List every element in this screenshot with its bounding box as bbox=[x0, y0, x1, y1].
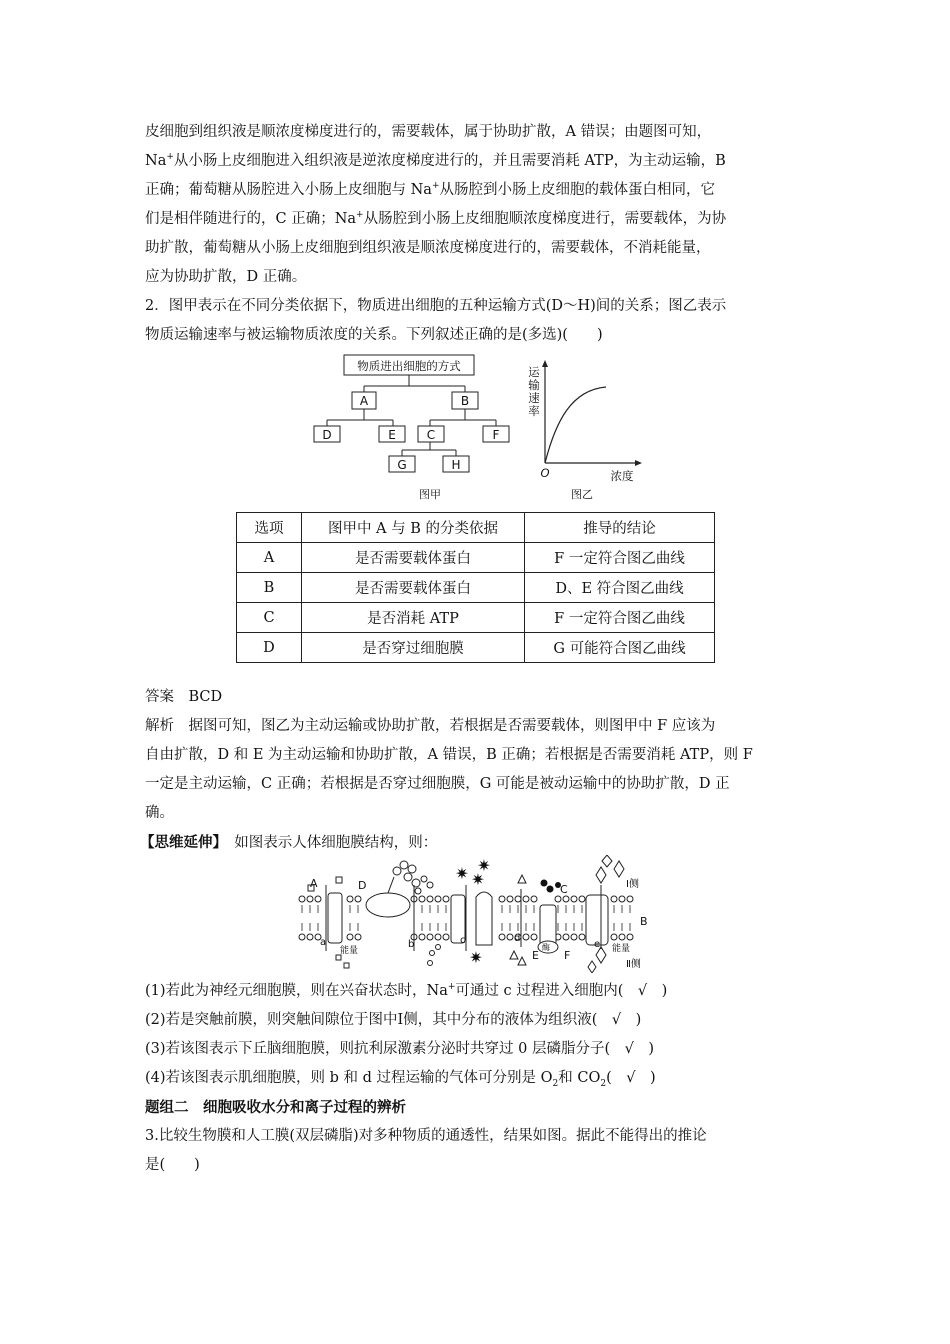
phospholipid-head bbox=[571, 896, 577, 902]
list-item: (2)若是突触前膜，则突触间隙位于图中Ⅰ侧，其中分布的液体为组织液( √ ) bbox=[145, 1012, 642, 1028]
question-2 bbox=[145, 292, 810, 350]
figure-jia-caption: 图甲 bbox=[419, 488, 441, 501]
table-cell: D bbox=[237, 633, 302, 663]
ylabel-char: 速 bbox=[528, 391, 540, 405]
sun-molecule-icon: ✷ bbox=[469, 948, 483, 967]
text-line: 2．图甲表示在不同分类依据下，物质进出细胞的五种运输方式(D～H)间的关系；图乙表示 bbox=[145, 298, 727, 314]
extension-heading bbox=[140, 828, 805, 857]
table-cell: F 一定符合图乙曲线 bbox=[525, 543, 715, 573]
text-line: 自由扩散，D 和 E 为主动运输和协助扩散，A 错误，B 正确；若根据是否需要消耗 ATP，则 F bbox=[145, 747, 753, 763]
phospholipid-head bbox=[307, 934, 313, 940]
phospholipid-head bbox=[515, 896, 521, 902]
figure-jia-yi bbox=[300, 350, 660, 505]
table-row bbox=[237, 633, 715, 663]
phospholipid-head bbox=[419, 896, 425, 902]
phospholipid-head bbox=[355, 896, 361, 902]
phospholipid-head bbox=[611, 896, 617, 902]
question-3 bbox=[145, 1122, 810, 1180]
label-c: c bbox=[460, 935, 466, 946]
text-line: 解析 据图可知，图乙为主动运输或协助扩散，若根据是否需要载体，则图甲中 F 应该为 bbox=[145, 718, 716, 734]
saturation-curve bbox=[545, 387, 606, 463]
sun-molecule-icon: ✷ bbox=[455, 864, 469, 883]
extension-title: 【思维延伸】 bbox=[140, 834, 220, 851]
phospholipid-head bbox=[307, 896, 313, 902]
table-row bbox=[237, 573, 715, 603]
text-line: 们是相伴随进行的，C 正确；Na+从肠腔到小肠上皮细胞顺浓度梯度进行，需要载体，为协 bbox=[145, 210, 727, 227]
phospholipid-head bbox=[499, 934, 505, 940]
phospholipid-head bbox=[523, 934, 529, 940]
phospholipid-head bbox=[507, 896, 513, 902]
phospholipid-head bbox=[555, 896, 561, 902]
origin-label: O bbox=[540, 466, 550, 480]
phospholipid-head bbox=[627, 896, 633, 902]
table-cell: G 可能符合图乙曲线 bbox=[525, 633, 715, 663]
table-cell: D、E 符合图乙曲线 bbox=[525, 573, 715, 603]
text-line: 皮细胞到组织液是顺浓度梯度进行的，需要载体，属于协助扩散，A 错误；由题图可知， bbox=[145, 124, 712, 140]
text-line: Na+从小肠上皮细胞进入组织液是逆浓度梯度进行的，并且需要消耗 ATP，为主动运输，B bbox=[145, 152, 726, 169]
channel-protein-c bbox=[476, 892, 492, 945]
phospholipid-head bbox=[499, 896, 505, 902]
phospholipid-head bbox=[299, 934, 305, 940]
sun-molecule-icon: ✷ bbox=[471, 870, 485, 889]
phospholipid-head bbox=[443, 934, 449, 940]
phospholipid-head bbox=[523, 896, 529, 902]
label-d: d bbox=[514, 933, 521, 944]
ylabel-char: 运 bbox=[528, 365, 540, 379]
table-header-cell: 选项 bbox=[237, 513, 302, 543]
table-cell: B bbox=[237, 573, 302, 603]
table-cell: 是否需要载体蛋白 bbox=[302, 573, 525, 603]
phospholipid-head bbox=[619, 934, 625, 940]
carrier-protein-e bbox=[586, 895, 608, 945]
phospholipid-head bbox=[579, 934, 585, 940]
label-B: B bbox=[640, 915, 648, 928]
channel-protein-a bbox=[328, 893, 342, 943]
glycoprotein-d-body bbox=[366, 893, 410, 917]
text-line: 是( ) bbox=[145, 1157, 200, 1173]
list-item: (4)若该图表示肌细胞膜，则 b 和 d 过程运输的气体可分别是 $O_2$和 $CO_2$( √ ) bbox=[145, 1070, 656, 1089]
table-cell: F 一定符合图乙曲线 bbox=[525, 603, 715, 633]
table-header-cell: 推导的结论 bbox=[525, 513, 715, 543]
text-line: 物质运输速率与被运输物质浓度的关系。下列叙述正确的是(多选)( ) bbox=[145, 327, 603, 343]
table-row bbox=[237, 543, 715, 573]
text-line: 一定是主动运输，C 正确；若根据是否穿过细胞膜，G 可能是被动运输中的协助扩散，D 正 bbox=[145, 776, 730, 792]
label-side-2: Ⅱ侧 bbox=[626, 959, 641, 970]
text-line: 确。 bbox=[145, 805, 174, 821]
label-C: C bbox=[560, 883, 568, 896]
answer-analysis bbox=[145, 683, 810, 828]
table-cell: 是否消耗 ATP bbox=[302, 603, 525, 633]
label-D: D bbox=[358, 879, 367, 892]
tree-node-e: E bbox=[388, 428, 396, 442]
extension-text: 如图表示人体细胞膜结构，则： bbox=[234, 835, 438, 851]
phospholipid-head bbox=[531, 934, 537, 940]
phospholipid-head bbox=[435, 896, 441, 902]
text-line: 助扩散，葡萄糖从小肠上皮细胞到组织液是顺浓度梯度进行的，需要载体，不消耗能量， bbox=[145, 240, 711, 256]
label-b: b bbox=[408, 939, 415, 950]
label-energy: 能量 bbox=[612, 944, 631, 954]
tree-node-c: C bbox=[426, 428, 436, 442]
tree-node-a: A bbox=[359, 394, 369, 408]
figure-yi-caption: 图乙 bbox=[571, 488, 593, 501]
label-enzyme: 酶 bbox=[542, 943, 550, 952]
phospholipid-head bbox=[299, 896, 305, 902]
phospholipid-head bbox=[355, 934, 361, 940]
phospholipid-head bbox=[443, 896, 449, 902]
tree-node-b: B bbox=[460, 394, 470, 408]
group-2-heading bbox=[145, 1093, 810, 1122]
phospholipid-head bbox=[347, 934, 353, 940]
table-header-row bbox=[237, 513, 715, 543]
text-line: 3.比较生物膜和人工膜(双层磷脂)对多种物质的通透性，结果如图。据此不能得出的推论 bbox=[145, 1128, 707, 1144]
extension-items bbox=[145, 977, 810, 1093]
options-table bbox=[236, 512, 715, 663]
list-item: (1)若此为神经元细胞膜，则在兴奋状态时，Na+可通过 c 过程进入细胞内( √ ) bbox=[145, 982, 668, 999]
phospholipid-head bbox=[571, 934, 577, 940]
phospholipid-head bbox=[435, 934, 441, 940]
table-cell: 是否需要载体蛋白 bbox=[302, 543, 525, 573]
table-cell: C bbox=[237, 603, 302, 633]
label-a: a bbox=[320, 937, 327, 948]
list-item: (3)若该图表示下丘脑细胞膜，则抗利尿激素分泌时共穿过 0 层磷脂分子( √ ) bbox=[145, 1041, 655, 1057]
text-line: 正确；葡萄糖从肠腔进入小肠上皮细胞与 Na+从肠腔到小肠上皮细胞的载体蛋白相同，它 bbox=[145, 181, 715, 198]
phospholipid-head bbox=[563, 896, 569, 902]
phospholipid-head bbox=[627, 934, 633, 940]
phospholipid-head bbox=[427, 896, 433, 902]
phospholipid-head bbox=[315, 896, 321, 902]
table-row bbox=[237, 603, 715, 633]
answer-line: 答案 BCD bbox=[145, 689, 223, 705]
tree-node-f: F bbox=[492, 428, 500, 442]
sun-molecule-icon: ✷ bbox=[477, 856, 491, 875]
phospholipid-head bbox=[507, 934, 513, 940]
figure-yi-graph bbox=[542, 360, 642, 466]
label-e: e bbox=[594, 939, 601, 950]
phospholipid-head bbox=[579, 896, 585, 902]
label-E: E bbox=[532, 949, 539, 962]
phospholipid-head bbox=[427, 934, 433, 940]
tree-node-d: D bbox=[322, 428, 332, 442]
tree-node-h: H bbox=[451, 458, 461, 472]
table-cell: A bbox=[237, 543, 302, 573]
label-F: F bbox=[564, 949, 571, 962]
table-header-cell: 图甲中 A 与 B 的分类依据 bbox=[302, 513, 525, 543]
label-side-1: Ⅰ侧 bbox=[626, 879, 639, 890]
phospholipid-head bbox=[419, 934, 425, 940]
ylabel-char: 率 bbox=[528, 404, 540, 418]
phospholipid-head bbox=[619, 896, 625, 902]
tree-root-label: 物质进出细胞的方式 bbox=[357, 359, 461, 373]
ylabel-char: 输 bbox=[528, 378, 540, 392]
section-title: 题组二 细胞吸收水分和离子过程的辨析 bbox=[145, 1099, 406, 1116]
membrane-diagram bbox=[296, 855, 666, 973]
carrier-protein bbox=[540, 905, 556, 945]
explanation-paragraph bbox=[145, 118, 810, 292]
text-line: 应为协助扩散，D 正确。 bbox=[145, 269, 307, 285]
tree-node-g: G bbox=[397, 458, 407, 472]
phospholipid-head bbox=[347, 896, 353, 902]
phospholipid-head bbox=[531, 896, 537, 902]
table-cell: 是否穿过细胞膜 bbox=[302, 633, 525, 663]
phospholipid-head bbox=[563, 934, 569, 940]
label-A: A bbox=[310, 877, 318, 890]
xlabel: 浓度 bbox=[610, 469, 634, 483]
label-energy: 能量 bbox=[340, 946, 359, 956]
phospholipid-head bbox=[611, 934, 617, 940]
